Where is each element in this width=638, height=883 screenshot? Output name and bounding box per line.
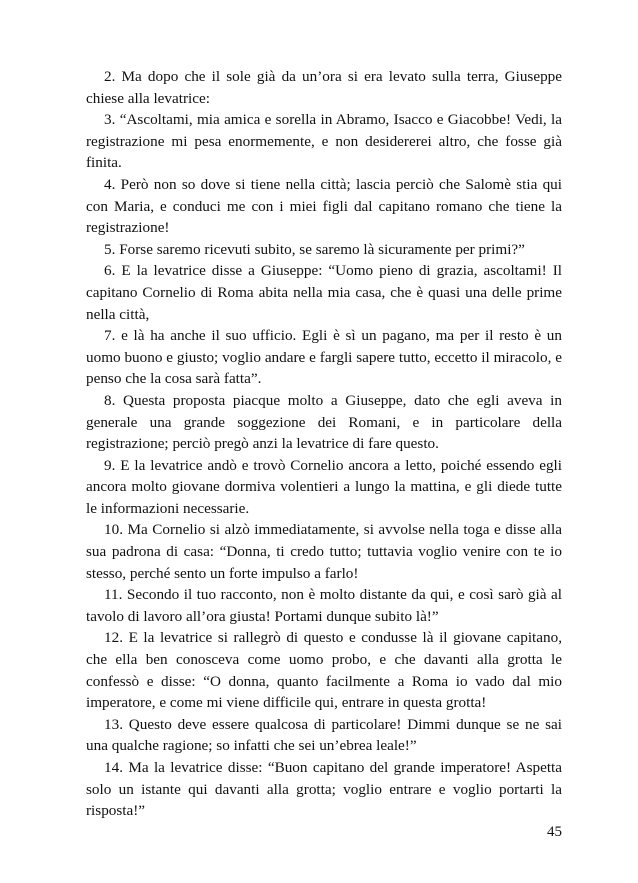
paragraph-9: 9. E la levatrice andò e trovò Cornelio ancora a letto, poiché essendo egli ancora molto giovane dormiva volentieri a lungo la mattina, e gli diede tutte le informazioni necessarie.: [86, 456, 562, 517]
page-number: 45: [547, 824, 562, 840]
paragraph-5: 5. Forse saremo ricevuti subito, se saremo là sicuramente per primi?”: [104, 240, 525, 258]
page-body: [86, 66, 562, 822]
paragraph-14: 14. Ma la levatrice disse: “Buon capitano del grande imperatore! Aspetta solo un istante qui davanti alla grotta; voglio entrare e voglio portarti la risposta!”: [86, 759, 562, 820]
paragraph-13: 13. Questo deve essere qualcosa di particolare! Dimmi dunque se ne sai una qualche ragione; so infatti che sei un’ebrea leale!”: [86, 715, 562, 755]
paragraph-6: 6. E la levatrice disse a Giuseppe: “Uomo pieno di grazia, ascoltami! Il capitano Cornelio di Roma abita nella mia casa, che è quasi una delle prime nella città,: [86, 262, 562, 323]
paragraph-2: 2. Ma dopo che il sole già da un’ora si era levato sulla terra, Giuseppe chiese alla levatrice:: [86, 68, 562, 107]
paragraph-7: 7. e là ha anche il suo ufficio. Egli è sì un pagano, ma per il resto è un uomo buono e giusto; voglio andare e fargli sapere tutto, eccetto il miracolo, e penso che la cosa sarà fatta”.: [86, 327, 562, 388]
paragraph-10: 10. Ma Cornelio si alzò immediatamente, si avvolse nella toga e disse alla sua padrona di casa: “Donna, ti credo tutto; tuttavia voglio venire con te io stesso, perché sento un forte impulso a farlo!: [86, 521, 562, 582]
paragraph-11: 11. Secondo il tuo racconto, non è molto distante da qui, e così sarò già al tavolo di lavoro all’ora giusta! Portami dunque subito là!”: [86, 586, 562, 625]
paragraph-3: 3. “Ascoltami, mia amica e sorella in Abramo, Isacco e Giacobbe! Vedi, la registrazione mi pesa enormemente, e non desidererei altro, che fosse già finita.: [86, 111, 562, 172]
paragraph-4: 4. Però non so dove si tiene nella città; lascia perciò che Salomè stia qui con Maria, e conduci me con i miei figli dal capitano romano che tiene la registrazione!: [86, 175, 562, 237]
paragraph-8: 8. Questa proposta piacque molto a Giuseppe, dato che egli aveva in generale una grande soggezione dei Romani, e in particolare della registrazione; perciò pregò anzi la levatrice di fare questo.: [86, 391, 562, 453]
paragraph-12: 12. E la levatrice si rallegrò di questo e condusse là il giovane capitano, che ella ben conosceva come uomo probo, e che davanti alla grotta le confessò e disse: “O donna, quanto facilmente a Roma io vado dal mio imperatore, e come mi viene difficile qui, entrare in questa grotta!: [86, 629, 562, 712]
text-block: [86, 66, 562, 822]
